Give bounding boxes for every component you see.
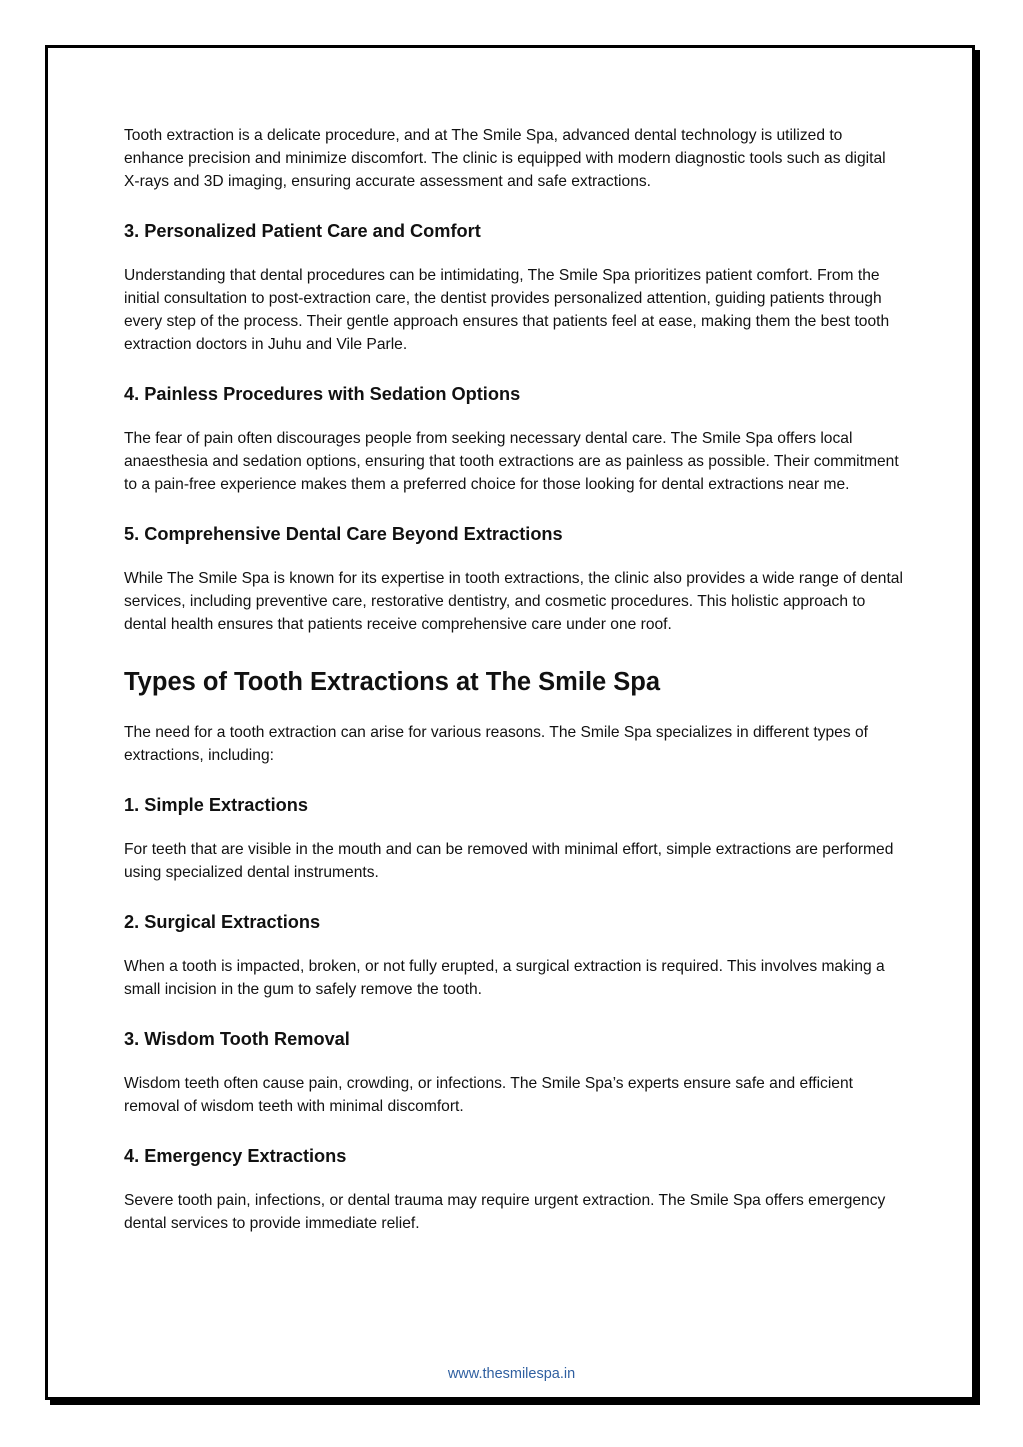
footer-website-link[interactable]: www.thesmilespa.in <box>447 1366 576 1382</box>
type-paragraph-emergency: Severe tooth pain, infections, or dental trauma may require urgent extraction. The Smile Spa offers emergency dental services to provide immediate relief. <box>124 1192 886 1232</box>
type-paragraph-wisdom: Wisdom teeth often cause pain, crowding, or infections. The Smile Spa’s experts ensure safe and efficient removal of wisdom teeth with minimal discomfort. <box>124 1075 853 1115</box>
document-body <box>124 124 904 1235</box>
type-heading-emergency: 4. Emergency Extractions <box>124 1146 347 1166</box>
intro-paragraph: Tooth extraction is a delicate procedure, and at The Smile Spa, advanced dental technology is utilized to enhance precision and minimize discomfort. The clinic is equipped with modern diagnostic tools such as digital X-rays and 3D imaging, ensuring accurate assessment and safe extractions. <box>124 127 886 190</box>
types-intro-paragraph: The need for a tooth extraction can arise for various reasons. The Smile Spa specializes in different types of extractions, including: <box>124 724 868 764</box>
section-heading-personalized-care: 3. Personalized Patient Care and Comfort <box>124 221 481 241</box>
type-paragraph-surgical: When a tooth is impacted, broken, or not fully erupted, a surgical extraction is required. This involves making a small incision in the gum to safely remove the tooth. <box>124 958 885 998</box>
type-heading-wisdom: 3. Wisdom Tooth Removal <box>124 1029 350 1049</box>
section-paragraph-personalized-care: Understanding that dental procedures can be intimidating, The Smile Spa prioritizes patient comfort. From the initial consultation to post-extraction care, the dentist provides personalized attention, guiding patients through every step of the process. Their gentle approach ensures that patients feel at ease, making them the best tooth extraction doctors in Juhu and Vile Parle. <box>124 267 890 353</box>
type-heading-simple: 1. Simple Extractions <box>124 795 308 815</box>
section-paragraph-comprehensive-care: While The Smile Spa is known for its expertise in tooth extractions, the clinic also provides a wide range of dental services, including preventive care, restorative dentistry, and cosmetic procedures. This holistic approach to dental health ensures that patients receive comprehensive care under one roof. <box>124 570 903 633</box>
section-paragraph-painless-procedures: The fear of pain often discourages people from seeking necessary dental care. The Smile Spa offers local anaesthesia and sedation options, ensuring that tooth extractions are as painless as possible. Their commitment to a pain-free experience makes them a preferred choice for those looking for dental extractions near me. <box>124 430 899 493</box>
types-title: Types of Tooth Extractions at The Smile Spa <box>124 668 661 696</box>
section-heading-painless-procedures: 4. Painless Procedures with Sedation Options <box>124 384 521 404</box>
type-paragraph-simple: For teeth that are visible in the mouth and can be removed with minimal effort, simple extractions are performed using specialized dental instruments. <box>124 841 894 881</box>
section-heading-comprehensive-care: 5. Comprehensive Dental Care Beyond Extractions <box>124 524 563 544</box>
type-heading-surgical: 2. Surgical Extractions <box>124 912 321 932</box>
